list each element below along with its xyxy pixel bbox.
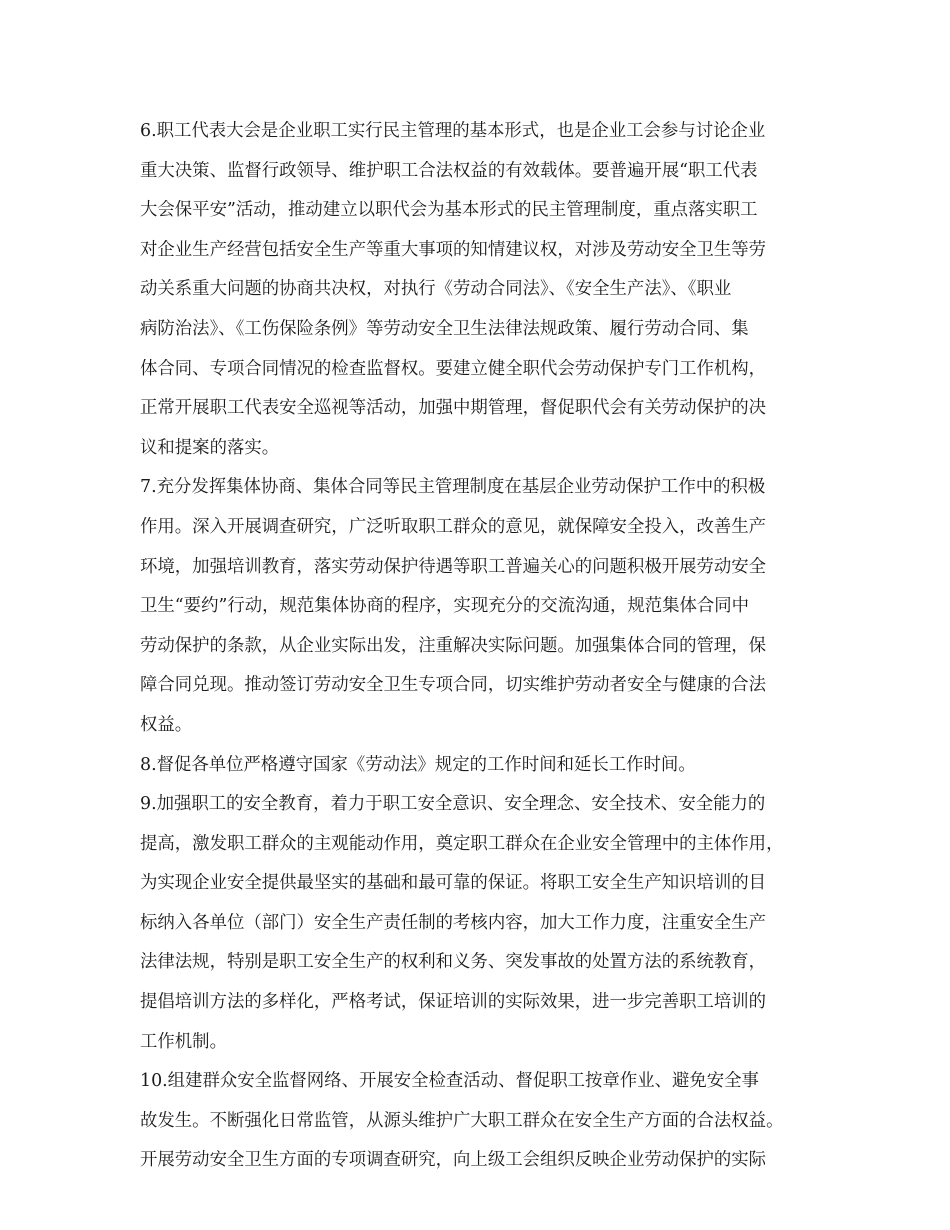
text-line: 开展劳动安全卫生方面的专项调查研究，向上级工会组织反映企业劳动保护的实际 [140,1150,767,1171]
text-line: 卫生“要约”行动，规范集体协商的程序，实现充分的交流沟通，规范集体合同中 [140,596,750,617]
text-line: 工作机制。 [140,1031,227,1052]
text-line: 标纳入各单位（部门）安全生产责任制的考核内容，加大工作力度，注重安全生产 [140,912,767,933]
text-line: 10.组建群众安全监督网络、开展安全检查活动、督促职工按章作业、避免安全事 [140,1071,759,1092]
text-line: 动关系重大问题的协商共决权，对执行《劳动合同法》、《安全生产法》、《职业 [140,279,732,300]
text-line: 劳动保护的条款，从企业实际出发，注重解决实际问题。加强集体合同的管理，保 [140,635,767,656]
text-line: 议和提案的落实。 [140,437,280,458]
text-line: 6.职工代表大会是企业职工实行民主管理的基本形式，也是企业工会参与讨论企业 [140,121,766,141]
text-line: 对企业生产经营包括安全生产等重大事项的知情建议权，对涉及劳动安全卫生等劳 [140,239,767,260]
text-line: 障合同兑现。推动签订劳动安全卫生专项合同，切实维护劳动者安全与健康的合法 [140,675,767,696]
text-line: 为实现企业安全提供最坚实的基础和最可靠的保证。将职工安全生产知识培训的目 [140,873,767,894]
text-line: 法律法规，特别是职工安全生产的权利和义务、突发事故的处置方法的系统教育， [140,952,767,973]
text-line: 9.加强职工的安全教育，着力于职工安全意识、安全理念、安全技术、安全能力的 [140,794,766,815]
text-line: 7.充分发挥集体协商、集体合同等民主管理制度在基层企业劳动保护工作中的积极 [140,477,766,498]
text-line: 病防治法》、《工伤保险条例》等劳动安全卫生法律法规政策、履行劳动合同、集 [140,318,749,339]
text-line: 体合同、专项合同情况的检查监督权。要建立健全职代会劳动保护专门工作机构， [140,358,767,379]
text-line: 8.督促各单位严格遵守国家《劳动法》规定的工作时间和延长工作时间。 [140,754,696,775]
text-line: 重大决策、监督行政领导、维护职工合法权益的有效载体。要普遍开展“职工代表 [140,160,758,181]
text-line: 提高，激发职工群众的主观能动作用，奠定职工群众在企业安全管理中的主体作用， [140,833,784,854]
text-line: 提倡培训方法的多样化，严格考试，保证培训的实际效果，进一步完善职工培训的 [140,992,767,1013]
document-body [140,112,830,1181]
text-line: 权益。 [140,714,193,735]
text-line: 故发生。不断强化日常监管，从源头维护广大职工群众在安全生产方面的合法权益。 [140,1110,784,1131]
text-line: 作用。深入开展调查研究，广泛听取职工群众的意见，就保障安全投入，改善生产 [140,516,767,537]
text-line: 环境，加强培训教育，落实劳动保护待遇等职工普遍关心的问题积极开展劳动安全 [140,556,767,577]
text-line: 正常开展职工代表安全巡视等活动，加强中期管理，督促职代会有关劳动保护的决 [140,398,767,419]
text-line: 大会保平安”活动，推动建立以职代会为基本形式的民主管理制度，重点落实职工 [140,200,758,221]
